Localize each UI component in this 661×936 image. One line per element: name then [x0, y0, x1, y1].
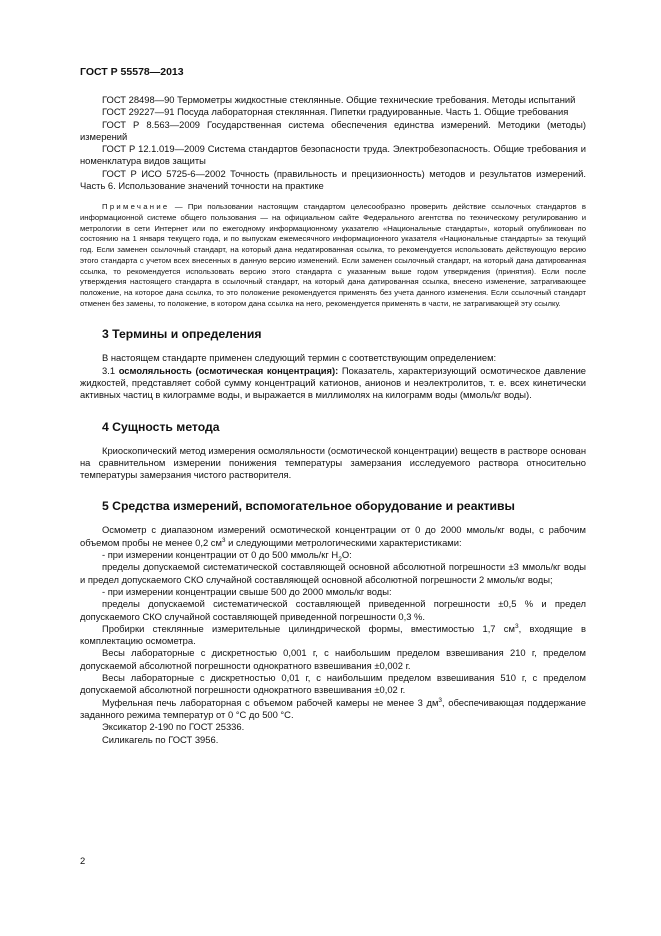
note-text: — При пользовании настоящим стандартом целесообразно проверить действие ссылочных стандартов в информационной системе общего пользования — на официальном сайте Федерального агентства по техническому регулированию и метрологии в сети Интернет или по ежегодному информационному указателю «Национальные стандарты», который опубликован по состоянию на 1 января текущего года, и по выпускам ежемесячного информационного указателя «Национальные стандарты» за текущий год. Если заменен ссылочный стандарт, на который дана недатированная ссылка, то рекомендуется использовать действующую версию этого стандарта с учетом всех внесенных в данную версию изменений. Если заменен ссылочный стандарт, на который дана датированная ссылка, то рекомендуется использовать версию этого стандарта с указанным выше годом утверждения (принятия). Если после утверждения настоящего стандарта в ссылочный стандарт, на который дана датированная ссылка, внесено изменение, затрагивающее положение, на которое дана ссылка, то это положение рекомендуется применять без учета данного изменения. Если ссылочный стандарт отменен без замены, то положение, в котором дана ссылка на него, рекомендуется применять в части, не затрагивающей эту ссылку.	[80, 202, 586, 308]
term-definition	[80, 365, 586, 402]
normative-reference: ГОСТ 28498—90 Термометры жидкостные стеклянные. Общие технические требования. Методы испытаний	[102, 94, 576, 105]
page-header: ГОСТ Р 55578—2013	[80, 66, 184, 78]
text-fragment: , входящие в комплектацию осмометра.	[80, 622, 587, 647]
text-fragment: Осмометр с диапазоном измерений осмотической концентрации от 0 до 2000 ммоль/кг воды, с рабочим объемом пробы не менее 0,2 см	[80, 524, 586, 548]
text-fragment: Пробирки стеклянные измерительные цилиндрической формы, вместимостью 1,7 см	[102, 622, 515, 634]
page-number: 2	[80, 855, 86, 866]
range-paragraph	[80, 549, 586, 561]
term-number: 3.1	[102, 364, 119, 376]
section-5-paragraph: Эксикатор 2-190 по ГОСТ 25336.	[102, 721, 245, 733]
normative-reference: ГОСТ 29227—91 Посуда лабораторная стеклянная. Пипетки градуированные. Часть 1. Общие требования	[102, 106, 569, 118]
section-4-heading: 4 Сущность метода	[102, 419, 220, 434]
furnace-paragraph	[80, 697, 586, 722]
note-paragraph	[80, 202, 586, 309]
superscript: 3	[438, 696, 443, 704]
section-5-paragraph: пределы допускаемой систематической составляющей приведенной погрешности ±0,5 % и предел допускаемого СКО случайной составляющей приведенной погрешности 0,3 %.	[80, 598, 586, 622]
section-5-paragraph: Весы лабораторные с дискретностью 0,001 г, с наибольшим пределом взвешивания 210 г, пределом допускаемой абсолютной погрешности однократного взвешивания ±0,002 г.	[80, 647, 586, 671]
text-fragment: , обеспечивающая поддержание заданного режима температур от 0 °С до 500 °С.	[80, 696, 587, 720]
test-tubes-paragraph	[80, 623, 586, 648]
section-5-paragraph: Весы лабораторные с дискретностью 0,01 г, с наибольшим пределом взвешивания 510 г, с пределом допускаемой абсолютной погрешности однократного взвешивания ±0,02 г.	[80, 672, 586, 696]
document-body	[80, 94, 586, 746]
subscript: 2	[338, 555, 342, 563]
normative-reference: ГОСТ Р 12.1.019—2009 Система стандартов безопасности труда. Электробезопасность. Общие требования и номенклатура видов защиты	[80, 143, 586, 167]
section-5-paragraph: пределы допускаемой систематической составляющей основной абсолютной погрешности ±3 ммоль/кг воды и предел допускаемого СКО случайной составляющей основной абсолютной погрешности 2 ммоль/кг воды;	[80, 561, 586, 585]
osmometer-paragraph	[80, 524, 586, 549]
section-3-intro: В настоящем стандарте применен следующий термин с соответствующим определением:	[102, 352, 497, 364]
term-definition-text: Показатель, характеризующий осмотическое давление жидкостей, представляет собой сумму концентраций катионов, анионов и неэлектролитов, т. е. всех кинетически активных частиц в килограмме воды, и выражается в миллимолях на килограмм воды (ммоль/кг воды).	[80, 364, 587, 401]
text-fragment: - при измерении концентрации от 0 до 500 ммоль/кг H	[102, 549, 339, 561]
section-5-paragraph: Силикагель по ГОСТ 3956.	[102, 733, 219, 745]
section-4-text: Криоскопический метод измерения осмоляльности (осмотической концентрации) веществ в растворе основан на сравнительном измерении понижения температуры замерзания исследуемого раствора относительно температуры замерзания чистого растворителя.	[80, 444, 586, 481]
text-fragment: и следующими метрологическими характеристиками:	[225, 536, 462, 548]
normative-reference: ГОСТ Р 8.563—2009 Государственная система обеспечения единства измерений. Методики (методы) измерений	[80, 118, 586, 142]
note-label: Примечание	[102, 202, 170, 212]
section-5-heading: 5 Средства измерений, вспомогательное оборудование и реактивы	[102, 499, 515, 514]
superscript: 3	[514, 622, 519, 630]
superscript: 3	[221, 536, 226, 544]
text-fragment: O:	[341, 549, 352, 561]
section-5-paragraph: - при измерении концентрации свыше 500 до 2000 ммоль/кг воды:	[102, 585, 392, 597]
section-3-heading: 3 Термины и определения	[102, 327, 262, 342]
normative-reference: ГОСТ Р ИСО 5725-6—2002 Точность (правильность и прецизионность) методов и результатов измерений. Часть 6. Использование значений точности на практике	[80, 167, 586, 192]
text-fragment: Муфельная печь лабораторная с объемом рабочей камеры не менее 3 дм	[102, 696, 439, 708]
term-name: осмоляльность (осмотическая концентрация):	[118, 364, 339, 376]
